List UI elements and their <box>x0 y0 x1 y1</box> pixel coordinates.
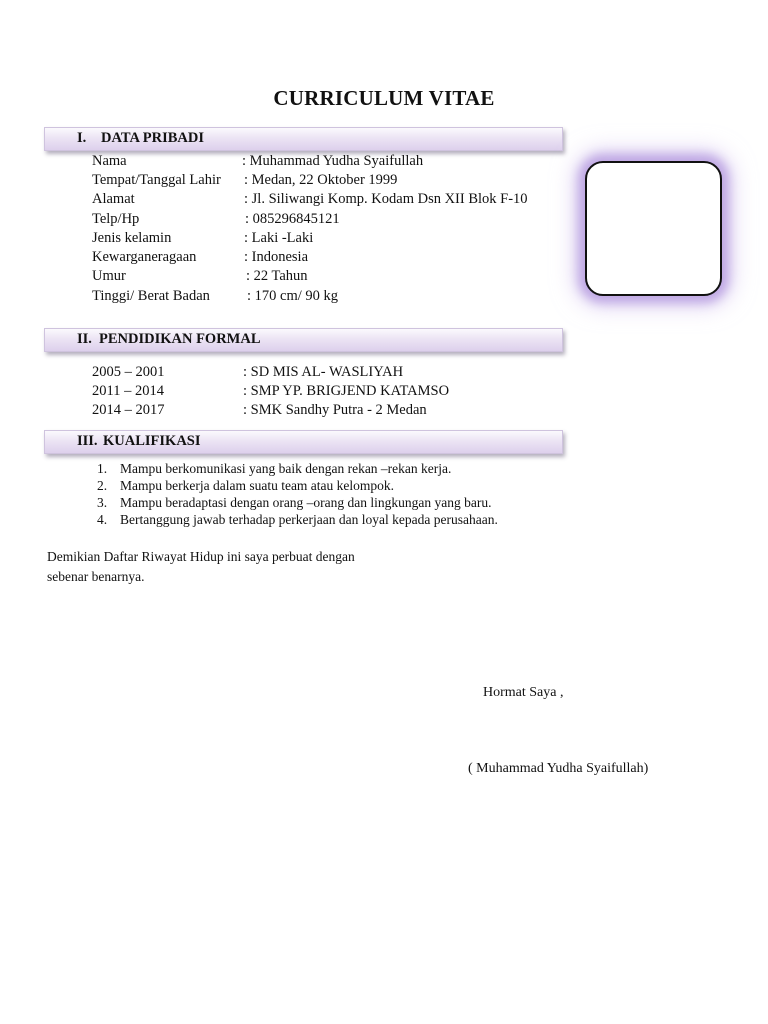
education-years: 2014 – 2017 <box>92 402 165 418</box>
education-school: : SD MIS AL- WASLIYAH <box>243 364 404 380</box>
personal-value-nama: : Muhammad Yudha Syaifullah <box>242 153 424 169</box>
closing-statement-line-2: sebenar benarnya. <box>47 569 145 584</box>
closing-statement-line-1: Demikian Daftar Riwayat Hidup ini saya perbuat dengan <box>47 549 355 564</box>
section-header-data-pribadi <box>44 127 563 151</box>
education-school: : SMP YP. BRIGJEND KATAMSO <box>243 383 450 399</box>
list-text: Mampu berkerja dalam suatu team atau kelompok. <box>120 478 395 493</box>
photo-placeholder <box>585 161 722 296</box>
list-number: 3. <box>97 495 108 510</box>
list-number: 2. <box>97 478 108 493</box>
list-text: Mampu berkomunikasi yang baik dengan rekan –rekan kerja. <box>120 461 452 476</box>
personal-value-kewarganegaraan: : Indonesia <box>244 249 309 265</box>
section-label: PENDIDIKAN FORMAL <box>99 331 261 347</box>
list-text: Bertanggung jawab terhadap perkerjaan dan loyal kepada perusahaan. <box>120 512 498 527</box>
list-text: Mampu beradaptasi dengan orang –orang dan lingkungan yang baru. <box>120 495 492 510</box>
signature-name: ( Muhammad Yudha Syaifullah) <box>468 761 649 776</box>
education-school: : SMK Sandhy Putra - 2 Medan <box>243 402 427 418</box>
section-header-pendidikan-formal <box>44 328 563 352</box>
personal-label-kewarganegaraan: Kewarganeragaan <box>92 249 197 265</box>
personal-label-alamat: Alamat <box>92 191 135 207</box>
section-header-kualifikasi <box>44 430 563 454</box>
personal-value-tinggi-berat: : 170 cm/ 90 kg <box>247 288 339 304</box>
personal-value-umur: : 22 Tahun <box>246 268 308 284</box>
section-label: DATA PRIBADI <box>101 130 204 146</box>
personal-label-ttl: Tempat/Tanggal Lahir <box>92 172 221 188</box>
section-number: III. <box>77 433 98 449</box>
personal-value-jenis-kelamin: : Laki -Laki <box>244 230 314 246</box>
section-number: I. <box>77 130 87 146</box>
personal-value-ttl: : Medan, 22 Oktober 1999 <box>244 172 398 188</box>
personal-value-telp: : 085296845121 <box>245 211 340 227</box>
list-number: 4. <box>97 512 108 527</box>
education-years: 2011 – 2014 <box>92 383 164 399</box>
personal-value-alamat: : Jl. Siliwangi Komp. Kodam Dsn XII Blok F-10 <box>244 191 528 207</box>
personal-label-jenis-kelamin: Jenis kelamin <box>92 230 172 246</box>
document-title: CURRICULUM VITAE <box>273 86 495 110</box>
personal-label-tinggi-berat: Tinggi/ Berat Badan <box>92 288 210 304</box>
personal-label-umur: Umur <box>92 268 126 284</box>
education-years: 2005 – 2001 <box>92 364 165 380</box>
section-label: KUALIFIKASI <box>103 433 201 449</box>
signature-greeting: Hormat Saya , <box>483 685 564 700</box>
personal-label-nama: Nama <box>92 153 127 169</box>
personal-label-telp: Telp/Hp <box>92 211 140 227</box>
section-number: II. <box>77 331 92 347</box>
list-number: 1. <box>97 461 108 476</box>
